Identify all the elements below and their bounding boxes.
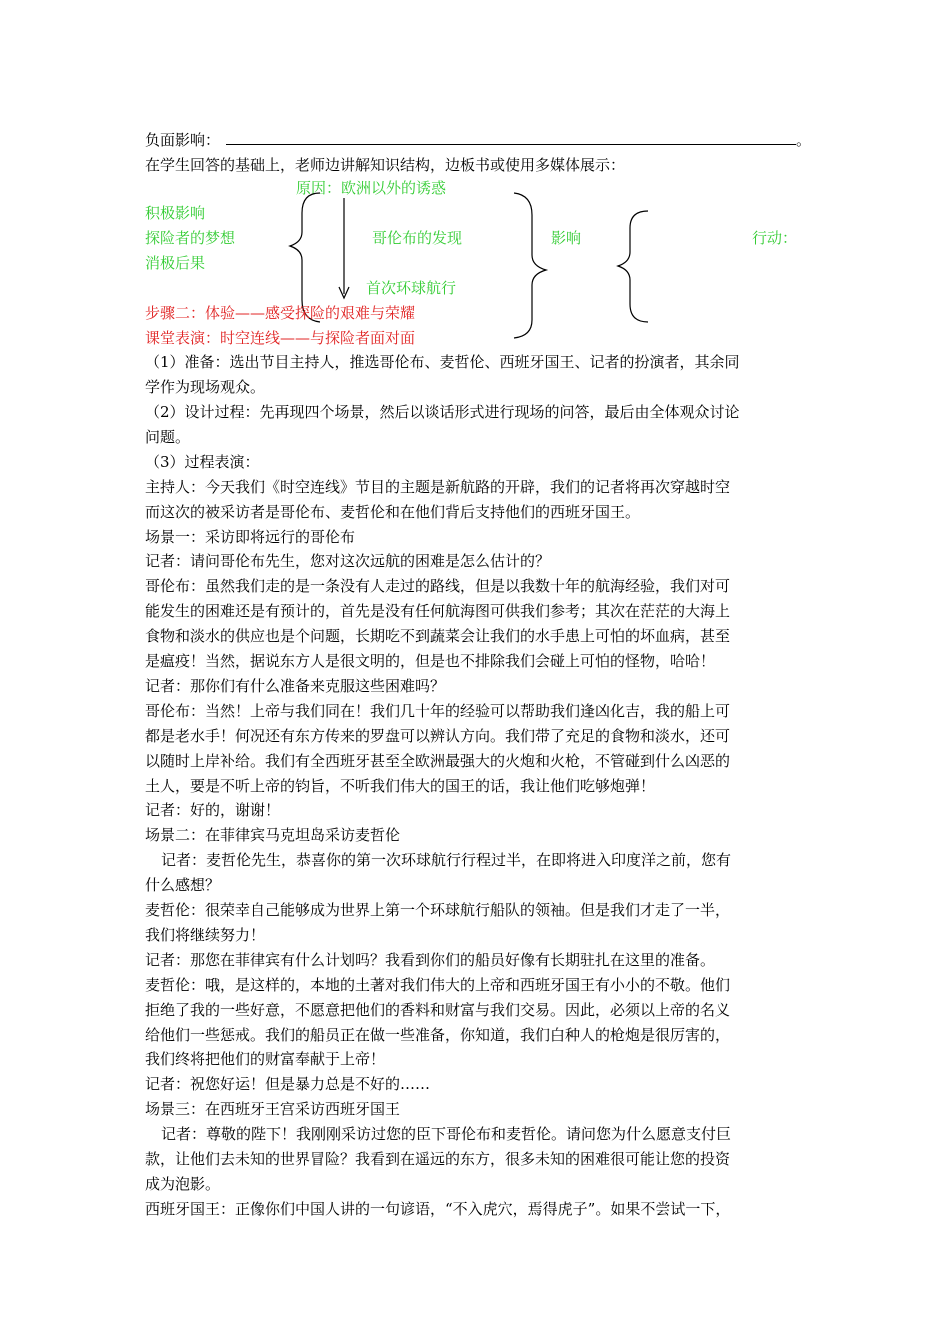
body-line: 西班牙国王：正像你们中国人讲的一句谚语，“不入虎穴，焉得虎子”。如果不尝试一下， — [145, 1200, 731, 1218]
right-brace — [514, 193, 546, 338]
intro-line: 在学生回答的基础上，老师边讲解知识结构，边板书或使用多媒体展示： — [145, 156, 626, 174]
negative-impact-end: 。 — [796, 131, 812, 149]
negative-impact-label: 负面影响： — [145, 131, 221, 149]
body-line: 记者：麦哲伦先生，恭喜你的第一次环球航行行程过半，在即将进入印度洋之前，您有 — [161, 851, 732, 869]
diagram-negative-consequence: 消极后果 — [145, 254, 206, 272]
body-line: （2）设计过程：先再现四个场景，然后以谈话形式进行现场的问答，最后由全体观众讨论 — [145, 403, 740, 421]
body-line: （3）过程表演： — [145, 453, 260, 471]
diagram-braces — [0, 0, 950, 360]
body-line: 我们终将把他们的财富奉献于上帝！ — [145, 1050, 386, 1068]
body-line: 款，让他们去未知的世界冒险？我看到在遥远的东方，很多未知的困难很可能让您的投资 — [145, 1150, 731, 1168]
body-line: 哥伦布：虽然我们走的是一条没有人走过的路线，但是以我数十年的航海经验，我们对可 — [145, 577, 731, 595]
scene-heading: 场景一：采访即将远行的哥伦布 — [145, 528, 356, 546]
diagram-cause: 原因：欧洲以外的诱惑 — [296, 179, 447, 197]
diagram-circumnavigation: 首次环球航行 — [366, 279, 457, 297]
inner-left-brace — [618, 211, 648, 322]
body-line: 而这次的被采访者是哥伦布、麦哲伦和在他们背后支持他们的西班牙国王。 — [145, 503, 641, 521]
class-play-heading: 课堂表演：时空连线——与探险者面对面 — [145, 329, 416, 347]
body-line: 记者：尊敬的陛下！我刚刚采访过您的臣下哥伦布和麦哲伦。请问您为什么愿意支付巨 — [161, 1125, 732, 1143]
scene-heading: 场景三：在西班牙王宫采访西班牙国王 — [145, 1100, 401, 1118]
body-line: 给他们一些惩戒。我们的船员正在做一些准备，你知道，我们白种人的枪炮是很厉害的， — [145, 1026, 731, 1044]
diagram-explorer-dream: 探险者的梦想 — [145, 229, 236, 247]
body-line: 以随时上岸补给。我们有全西班牙甚至全欧洲最强大的火炮和火枪，不管碰到什么凶恶的 — [145, 752, 731, 770]
body-line: 哥伦布：当然！上帝与我们同在！我们几十年的经验可以帮助我们逢凶化吉，我的船上可 — [145, 702, 731, 720]
body-line: 土人，要是不听上帝的钧旨，不听我们伟大的国王的话，我让他们吃够炮弹！ — [145, 777, 656, 795]
body-line: 是瘟疫！当然，据说东方人是很文明的，但是也不排除我们会碰上可怕的怪物，哈哈！ — [145, 652, 716, 670]
diagram-influence: 影响 — [551, 229, 582, 247]
body-line: 主持人：今天我们《时空连线》节目的主题是新航路的开辟，我们的记者将再次穿越时空 — [145, 478, 731, 496]
body-line: 记者：那你们有什么准备来克服这些困难吗？ — [145, 677, 446, 695]
body-line: 能发生的困难还是有预计的，首先是没有任何航海图可供我们参考；其次在茫茫的大海上 — [145, 602, 731, 620]
diagram-action: 行动： — [752, 229, 798, 247]
scene-heading: 场景二：在菲律宾马克坦岛采访麦哲伦 — [145, 826, 401, 844]
body-line: 成为泡影。 — [145, 1175, 221, 1193]
body-line: 麦哲伦：哦，是这样的，本地的土著对我们伟大的上帝和西班牙国王有小小的不敬。他们 — [145, 976, 731, 994]
body-line: 记者：请问哥伦布先生，您对这次远航的困难是怎么估计的？ — [145, 552, 551, 570]
body-line: 学作为现场观众。 — [145, 378, 266, 396]
diagram-columbus-discovery: 哥伦布的发现 — [372, 229, 463, 247]
body-line: 我们将继续努力！ — [145, 926, 266, 944]
body-line: 记者：那您在菲律宾有什么计划吗？我看到你们的船员好像有长期驻扎在这里的准备。 — [145, 951, 716, 969]
body-line: 都是老水手！何况还有东方传来的罗盘可以辨认方向。我们带了充足的食物和淡水，还可 — [145, 727, 731, 745]
body-line: 拒绝了我的一些好意，不愿意把他们的香料和财富与我们交易。因此，必须以上帝的名义 — [145, 1001, 731, 1019]
body-line: 什么感想？ — [145, 876, 221, 894]
diagram-positive-impact: 积极影响 — [145, 204, 206, 222]
body-line: 记者：祝您好运！但是暴力总是不好的…… — [145, 1075, 431, 1093]
step-two-heading: 步骤二：体验——感受探险的艰难与荣耀 — [145, 304, 416, 322]
body-line: （1）准备：选出节目主持人，推选哥伦布、麦哲伦、西班牙国王、记者的扮演者，其余同 — [145, 353, 740, 371]
body-line: 记者：好的，谢谢！ — [145, 801, 281, 819]
body-line: 问题。 — [145, 428, 191, 446]
body-line: 食物和淡水的供应也是个问题，长期吃不到蔬菜会让我们的水手患上可怕的坏血病，甚至 — [145, 627, 731, 645]
body-line: 麦哲伦：很荣幸自己能够成为世界上第一个环球航行船队的领袖。但是我们才走了一半， — [145, 901, 731, 919]
